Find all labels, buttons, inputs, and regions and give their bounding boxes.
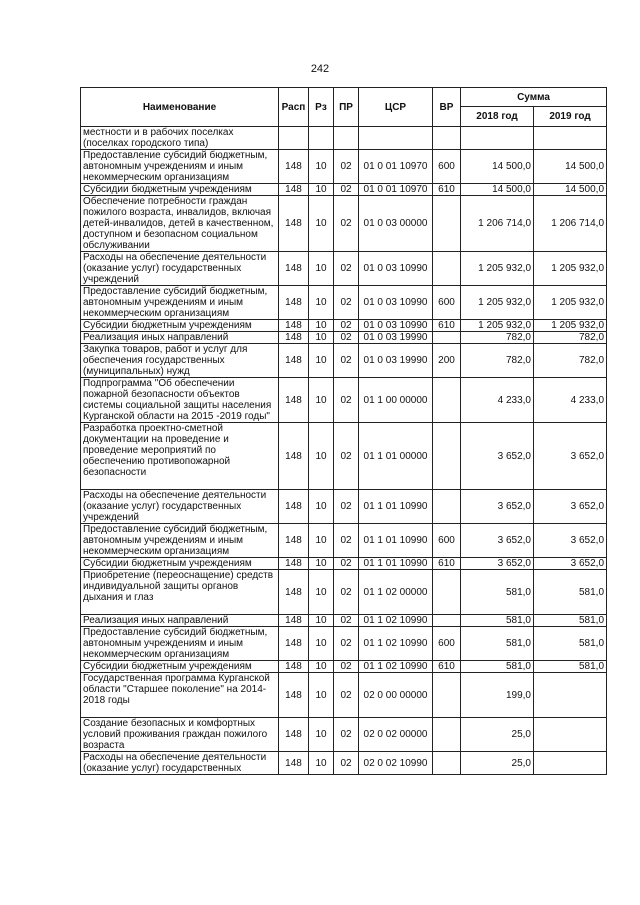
table-row: [81, 558, 607, 570]
row-vr: [433, 615, 461, 627]
row-name: Приобретение (переоснащение) средств индивидуальной защиты органов дыхания и глаз: [81, 570, 279, 615]
row-2019: 1 206 714,0: [534, 196, 607, 252]
row-2018: 4 233,0: [461, 378, 534, 423]
row-2019: 3 652,0: [534, 423, 607, 490]
row-name: местности и в рабочих поселках (поселках городского типа): [81, 127, 279, 150]
row-vr: [433, 718, 461, 752]
row-2019: [534, 127, 607, 150]
row-vr: [433, 332, 461, 344]
row-rz: 10: [309, 627, 334, 661]
row-vr: 600: [433, 524, 461, 558]
row-vr: 610: [433, 320, 461, 332]
row-rz: 10: [309, 661, 334, 673]
row-2018: 581,0: [461, 627, 534, 661]
row-rz: 10: [309, 752, 334, 775]
table-row: [81, 490, 607, 524]
row-name: Реализация иных направлений: [81, 332, 279, 344]
row-2018: 581,0: [461, 615, 534, 627]
row-pr: 02: [334, 490, 359, 524]
row-2019: [534, 752, 607, 775]
row-rasp: 148: [279, 627, 309, 661]
row-csr: 01 1 01 10990: [359, 524, 433, 558]
row-rasp: 148: [279, 320, 309, 332]
table-row: [81, 378, 607, 423]
row-2019: 1 205 932,0: [534, 320, 607, 332]
row-pr: 02: [334, 627, 359, 661]
row-name: Субсидии бюджетным учреждениям: [81, 320, 279, 332]
row-2019: [534, 718, 607, 752]
row-name: Предоставление субсидий бюджетным, автономным учреждениям и иным некоммерческим организациям: [81, 286, 279, 320]
row-name: Закупка товаров, работ и услуг для обеспечения государственных (муниципальных) нужд: [81, 344, 279, 378]
row-2018: 1 205 932,0: [461, 286, 534, 320]
row-2018: 581,0: [461, 570, 534, 615]
header-rz: Рз: [309, 88, 334, 127]
row-rasp: 148: [279, 252, 309, 286]
row-rz: 10: [309, 423, 334, 490]
row-2018: 782,0: [461, 344, 534, 378]
row-rz: 10: [309, 320, 334, 332]
row-rasp: 148: [279, 558, 309, 570]
row-csr: 01 1 02 10990: [359, 661, 433, 673]
row-csr: 01 1 02 10990: [359, 627, 433, 661]
row-pr: 02: [334, 286, 359, 320]
row-pr: 02: [334, 150, 359, 184]
row-csr: 01 1 01 00000: [359, 423, 433, 490]
row-2019: 3 652,0: [534, 558, 607, 570]
table-row: [81, 184, 607, 196]
header-name: Наименование: [81, 88, 279, 127]
row-2019: 782,0: [534, 344, 607, 378]
page-number: 242: [310, 63, 330, 75]
row-csr: 01 0 03 00000: [359, 196, 433, 252]
row-rasp: 148: [279, 752, 309, 775]
row-csr: 01 1 02 10990: [359, 615, 433, 627]
row-csr: 01 0 03 10990: [359, 320, 433, 332]
row-rasp: 148: [279, 344, 309, 378]
row-rasp: 148: [279, 378, 309, 423]
row-rz: 10: [309, 378, 334, 423]
row-vr: [433, 570, 461, 615]
row-2018: 3 652,0: [461, 524, 534, 558]
row-rasp: 148: [279, 718, 309, 752]
row-2018: 1 205 932,0: [461, 320, 534, 332]
row-rz: 10: [309, 332, 334, 344]
row-vr: 600: [433, 627, 461, 661]
row-vr: 610: [433, 558, 461, 570]
row-rasp: [279, 127, 309, 150]
table-row: [81, 150, 607, 184]
table-row: [81, 252, 607, 286]
row-vr: 200: [433, 344, 461, 378]
row-vr: 600: [433, 150, 461, 184]
row-pr: [334, 127, 359, 150]
header-row: [81, 88, 607, 107]
row-vr: [433, 490, 461, 524]
row-name: Предоставление субсидий бюджетным, автономным учреждениям и иным некоммерческим организациям: [81, 150, 279, 184]
table-row: [81, 332, 607, 344]
row-rasp: 148: [279, 615, 309, 627]
row-2019: 581,0: [534, 661, 607, 673]
row-2018: 14 500,0: [461, 184, 534, 196]
row-vr: 610: [433, 661, 461, 673]
row-2019: 782,0: [534, 332, 607, 344]
row-csr: 01 0 03 19990: [359, 344, 433, 378]
row-pr: 02: [334, 570, 359, 615]
row-2018: 581,0: [461, 661, 534, 673]
row-pr: 02: [334, 378, 359, 423]
table-row: [81, 286, 607, 320]
row-csr: 01 0 01 10970: [359, 184, 433, 196]
row-2018: 3 652,0: [461, 423, 534, 490]
row-csr: 01 1 00 00000: [359, 378, 433, 423]
row-csr: 02 0 00 00000: [359, 673, 433, 718]
row-rasp: 148: [279, 332, 309, 344]
row-name: Реализация иных направлений: [81, 615, 279, 627]
row-name: Субсидии бюджетным учреждениям: [81, 661, 279, 673]
row-name: Разработка проектно-сметной документации на проведение и проведение мероприятий по обеспечению противопожарной безопасности: [81, 423, 279, 490]
row-2018: 1 205 932,0: [461, 252, 534, 286]
row-pr: 02: [334, 320, 359, 332]
row-rz: 10: [309, 615, 334, 627]
header-vr: ВР: [433, 88, 461, 127]
header-sum: Сумма: [461, 88, 607, 107]
row-pr: 02: [334, 661, 359, 673]
row-rasp: 148: [279, 150, 309, 184]
row-rz: 10: [309, 150, 334, 184]
table-row: [81, 673, 607, 718]
header-rasp: Расп: [279, 88, 309, 127]
row-name: Предоставление субсидий бюджетным, автономным учреждениям и иным некоммерческим организациям: [81, 627, 279, 661]
row-2019: 14 500,0: [534, 150, 607, 184]
row-pr: 02: [334, 673, 359, 718]
row-vr: 600: [433, 286, 461, 320]
row-2018: 782,0: [461, 332, 534, 344]
table-row: [81, 423, 607, 490]
row-csr: 02 0 02 10990: [359, 752, 433, 775]
row-2019: 581,0: [534, 570, 607, 615]
row-pr: 02: [334, 718, 359, 752]
row-2019: [534, 673, 607, 718]
row-2018: 25,0: [461, 752, 534, 775]
row-rasp: 148: [279, 661, 309, 673]
row-vr: [433, 752, 461, 775]
row-2019: 3 652,0: [534, 490, 607, 524]
row-rz: 10: [309, 196, 334, 252]
row-pr: 02: [334, 196, 359, 252]
row-pr: 02: [334, 558, 359, 570]
row-name: Расходы на обеспечение деятельности (оказание услуг) государственных учреждений: [81, 490, 279, 524]
row-csr: 02 0 02 00000: [359, 718, 433, 752]
row-2019: 14 500,0: [534, 184, 607, 196]
table-row: [81, 615, 607, 627]
header-2019: 2019 год: [534, 107, 607, 127]
row-csr: 01 0 03 10990: [359, 252, 433, 286]
row-2018: 25,0: [461, 718, 534, 752]
row-name: Государственная программа Курганской области "Старшее поколение" на 2014-2018 годы: [81, 673, 279, 718]
row-rz: 10: [309, 490, 334, 524]
table-row: [81, 196, 607, 252]
row-rasp: 148: [279, 570, 309, 615]
row-pr: 02: [334, 344, 359, 378]
header-2018: 2018 год: [461, 107, 534, 127]
table-row: [81, 627, 607, 661]
row-vr: 610: [433, 184, 461, 196]
row-vr: [433, 196, 461, 252]
row-csr: 01 1 01 10990: [359, 558, 433, 570]
row-pr: 02: [334, 184, 359, 196]
row-vr: [433, 423, 461, 490]
row-name: Расходы на обеспечение деятельности (оказание услуг) государственных учреждений: [81, 252, 279, 286]
row-rz: 10: [309, 524, 334, 558]
row-pr: 02: [334, 423, 359, 490]
row-rasp: 148: [279, 423, 309, 490]
header-csr: ЦСР: [359, 88, 433, 127]
row-rz: 10: [309, 252, 334, 286]
row-pr: 02: [334, 615, 359, 627]
row-rasp: 148: [279, 673, 309, 718]
row-csr: [359, 127, 433, 150]
row-name: Создание безопасных и комфортных условий проживания граждан пожилого возраста: [81, 718, 279, 752]
row-name: Предоставление субсидий бюджетным, автономным учреждениям и иным некоммерческим организациям: [81, 524, 279, 558]
table-row: [81, 127, 607, 150]
table-row: [81, 661, 607, 673]
row-rasp: 148: [279, 490, 309, 524]
table-row: [81, 718, 607, 752]
row-name: Субсидии бюджетным учреждениям: [81, 558, 279, 570]
budget-table: [80, 87, 607, 775]
row-pr: 02: [334, 332, 359, 344]
row-vr: [433, 378, 461, 423]
row-2018: 199,0: [461, 673, 534, 718]
row-rz: 10: [309, 286, 334, 320]
row-csr: 01 0 03 10990: [359, 286, 433, 320]
row-rz: 10: [309, 673, 334, 718]
row-rz: 10: [309, 718, 334, 752]
row-2019: 3 652,0: [534, 524, 607, 558]
row-rz: 10: [309, 570, 334, 615]
row-2019: 4 233,0: [534, 378, 607, 423]
row-rasp: 148: [279, 286, 309, 320]
row-rz: [309, 127, 334, 150]
table-row: [81, 524, 607, 558]
row-rasp: 148: [279, 184, 309, 196]
row-2019: 1 205 932,0: [534, 252, 607, 286]
row-vr: [433, 252, 461, 286]
row-csr: 01 1 01 10990: [359, 490, 433, 524]
row-pr: 02: [334, 752, 359, 775]
row-name: Субсидии бюджетным учреждениям: [81, 184, 279, 196]
row-csr: 01 0 03 19990: [359, 332, 433, 344]
row-2018: 1 206 714,0: [461, 196, 534, 252]
row-2019: 581,0: [534, 615, 607, 627]
row-2019: 581,0: [534, 627, 607, 661]
row-csr: 01 1 02 00000: [359, 570, 433, 615]
table-row: [81, 752, 607, 775]
row-rasp: 148: [279, 196, 309, 252]
row-name: Обеспечение потребности граждан пожилого возраста, инвалидов, включая детей-инвалидов, детей в качественном, доступном и безопасном социальном обслуживании: [81, 196, 279, 252]
row-2018: 14 500,0: [461, 150, 534, 184]
row-rz: 10: [309, 344, 334, 378]
row-name: Подпрограмма "Об обеспечении пожарной безопасности объектов системы социальной защиты населения Курганской области на 2015 -2019 годы": [81, 378, 279, 423]
header-pr: ПР: [334, 88, 359, 127]
row-name: Расходы на обеспечение деятельности (оказание услуг) государственных: [81, 752, 279, 775]
row-csr: 01 0 01 10970: [359, 150, 433, 184]
row-pr: 02: [334, 252, 359, 286]
row-rz: 10: [309, 184, 334, 196]
table-row: [81, 320, 607, 332]
row-vr: [433, 673, 461, 718]
row-2019: 1 205 932,0: [534, 286, 607, 320]
row-2018: 3 652,0: [461, 490, 534, 524]
row-rasp: 148: [279, 524, 309, 558]
row-rz: 10: [309, 558, 334, 570]
table-row: [81, 570, 607, 615]
table-row: [81, 344, 607, 378]
row-pr: 02: [334, 524, 359, 558]
row-2018: [461, 127, 534, 150]
row-2018: 3 652,0: [461, 558, 534, 570]
row-vr: [433, 127, 461, 150]
